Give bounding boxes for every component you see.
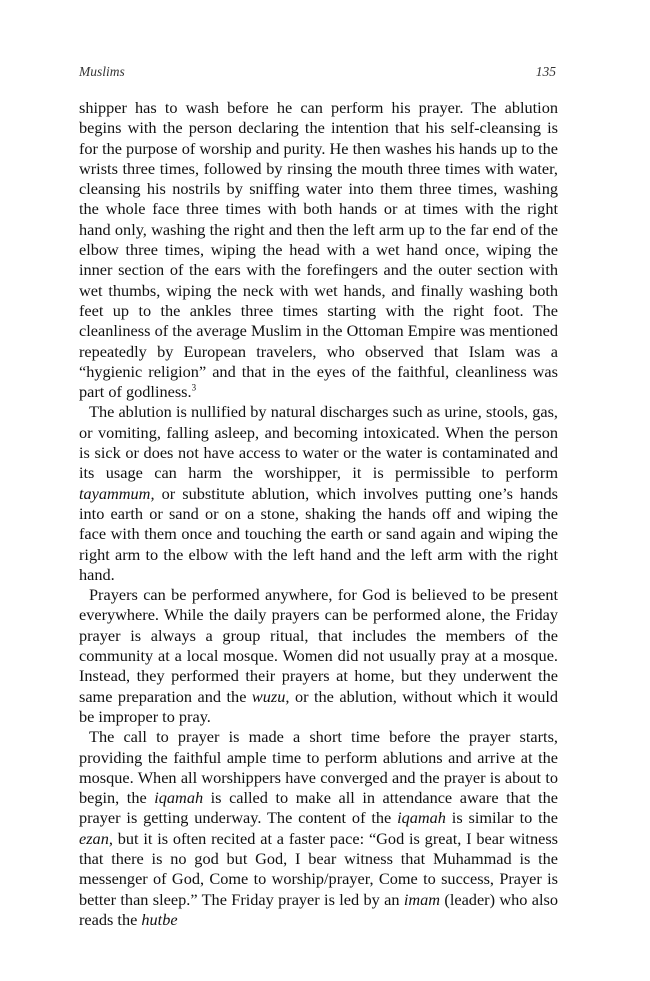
text-run: is called to make all in attendance aware that the prayer is getting underway. The content of the [79, 788, 558, 828]
italic-term: imam [403, 889, 441, 909]
running-title: Muslims [79, 64, 125, 79]
body-text [79, 98, 558, 930]
text-run: or the ablution, without which it would be improper to pray. [79, 686, 558, 726]
text-run: The call to prayer is made a short time before the prayer starts, providing the faithful ample time to perform ablutions and arrive at the mosque. When all worshippers have converged and the prayer is about to begin, the [79, 727, 558, 808]
page-number: 135 [535, 64, 556, 79]
text-run: but it is often recited at a faster pace: “God is great, I bear witness that there is no god but God, I bear witness that Muhammad is the messenger of God, Come to worship/prayer, Come to success, Prayer is better than sleep.” The Friday prayer is led by an [79, 828, 558, 909]
text-run: The ablution is nullified by natural discharges such as urine, stools, gas, or vomiting, falling asleep, and becoming intoxicated. When the person is sick or does not have access to water or the water is contaminated and its usage can harm the worshipper, it is permissible to perform [79, 402, 558, 483]
text-run: is similar to the [445, 808, 558, 828]
text-run: or substitute ablution, which involves putting one’s hands into earth or sand or on a stone, shaking the hands off and wiping the face with them once and touching the earth or sand again and wiping the right arm to the elbow with the left hand and the left arm with the right hand. [79, 483, 558, 584]
paragraph [79, 402, 558, 585]
paragraph [79, 585, 558, 727]
footnote-ref: 3 [191, 382, 197, 393]
text-run: Prayers can be performed anywhere, for God is believed to be present everywhere. While the daily prayers can be performed alone, the Friday prayer is always a group ritual, that includes the members of the community at a local mosque. Women did not usually pray at a mosque. Instead, they performed their prayers at home, but they underwent the same preparation and the [79, 585, 558, 706]
running-head [79, 64, 556, 80]
paragraph [79, 727, 558, 930]
italic-term: hutbe [141, 909, 178, 929]
italic-term: tayammum, [79, 483, 155, 503]
italic-term: wuzu, [251, 686, 290, 706]
italic-term: iqamah [154, 788, 204, 808]
text-run: shipper has to wash before he can perform his prayer. The ablution begins with the person declaring the intention that his self-cleansing is for the purpose of worship and purity. He then washes his hands up to the wrists three times, followed by rinsing the mouth three times with water, cleansing his nostrils by sniffing water into them three times, washing the whole face three times with both hands or at times with the right hand only, washing the right and then the left arm up to the far end of the elbow three times, wiping the head with a wet hand once, wiping the inner section of the ears with the forefingers and the outer section with wet thumbs, wiping the neck with wet hands, and finally washing both feet up to the ankles three times starting with the right foot. The cleanliness of the average Muslim in the Ottoman Empire was mentioned repeatedly by European travelers, who observed that Islam was a “hygienic religion” and that in the eyes of the faithful, cleanliness was part of godliness. [79, 98, 558, 402]
italic-term: iqamah [397, 808, 446, 828]
text-run: (leader) who also reads the [79, 889, 558, 929]
italic-term: ezan, [79, 828, 113, 848]
paragraph [79, 98, 558, 402]
